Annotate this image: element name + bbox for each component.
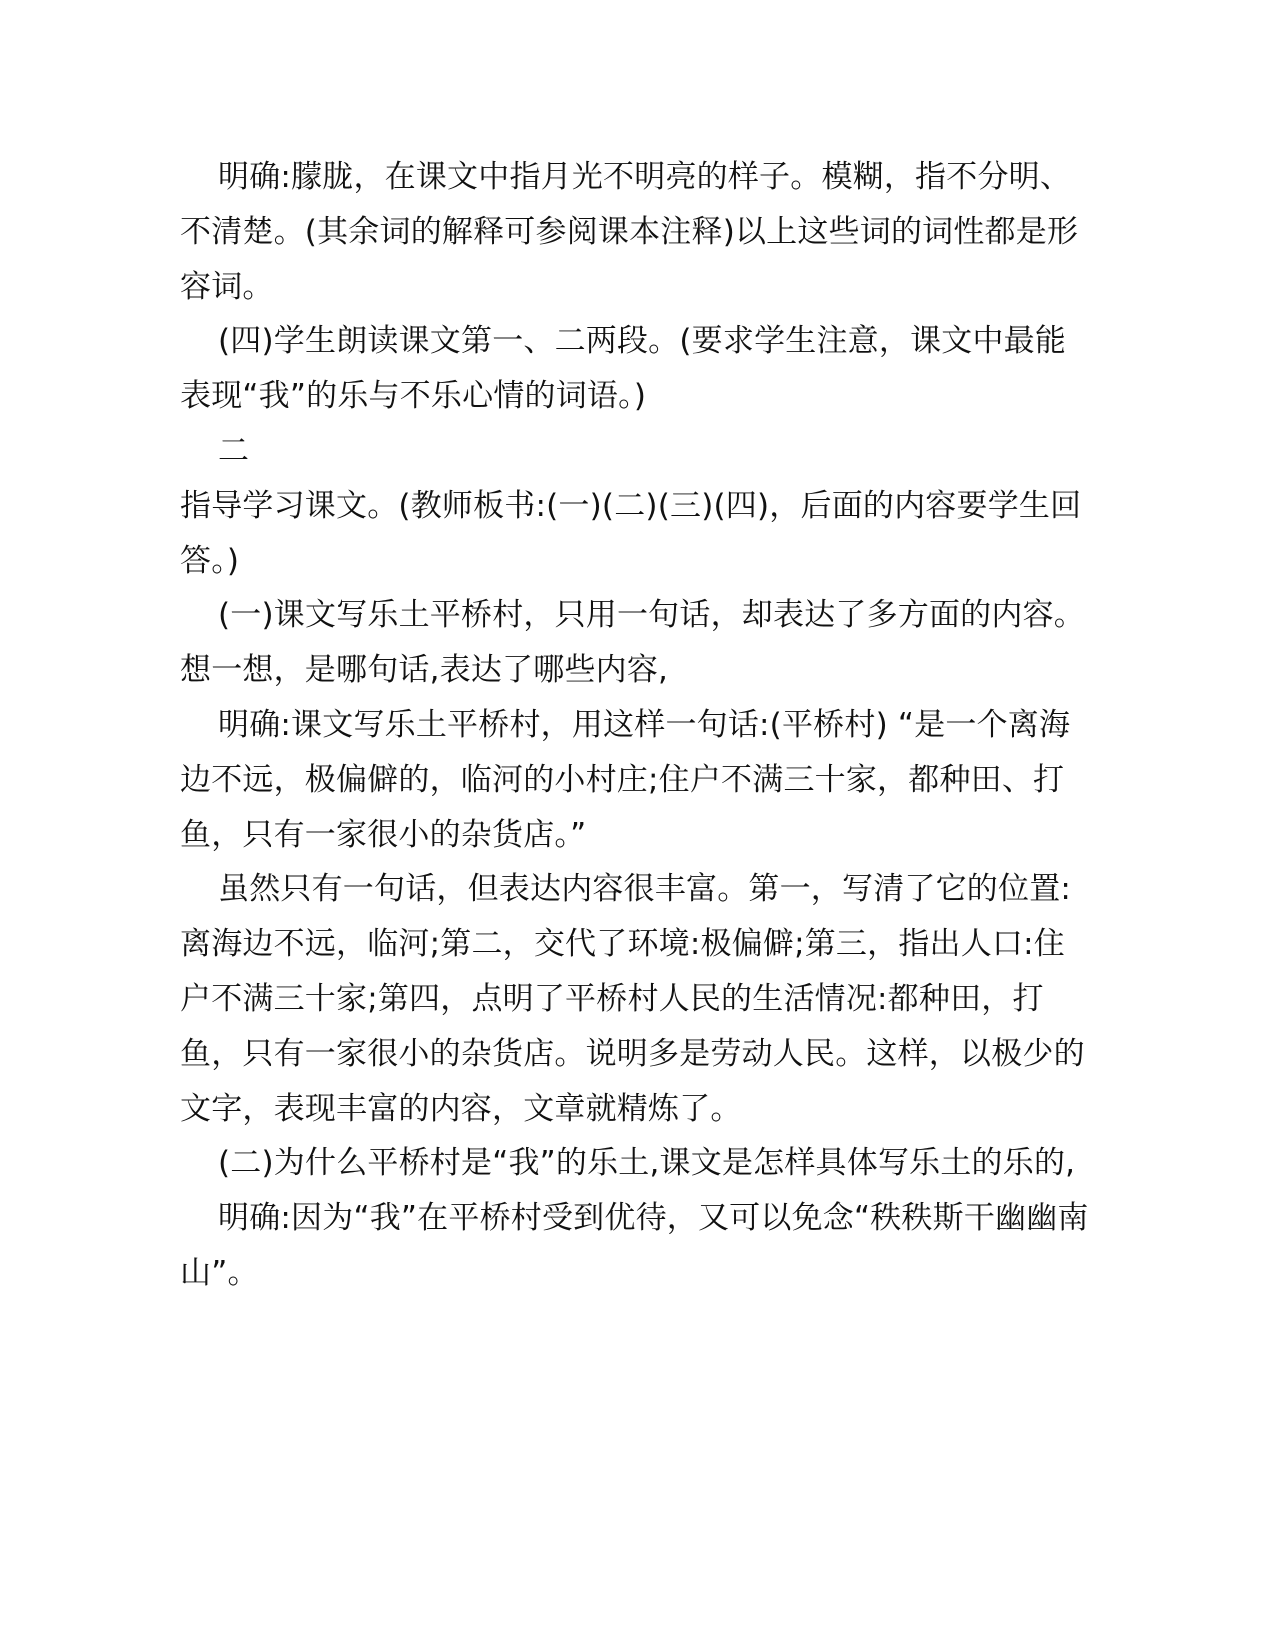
paragraph-5: 明确:课文写乐土平桥村，用这样一句话:(平桥村) “是一个离海边不远，极偏僻的，临河的小村庄;住户不满三十家，都种田、打鱼，只有一家很小的杂货店。” — [180, 706, 1071, 853]
paragraph-1: 明确:朦胧，在课文中指月光不明亮的样子。模糊，指不分明、不清楚。(其余词的解释可参阅课本注释)以上这些词的词性都是形容词。 — [180, 159, 1079, 305]
paragraph-8: 明确:因为“我”在平桥村受到优待，又可以免念“秩秩斯干幽幽南山”。 — [180, 1200, 1089, 1291]
paragraph-3: 指导学习课文。(教师板书:(一)(二)(三)(四)，后面的内容要学生回答。) — [180, 487, 1082, 579]
paragraph-7: (二)为什么平桥村是“我”的乐土,课文是怎样具体写乐土的乐的, — [218, 1145, 1076, 1182]
paragraph-2: (四)学生朗读课文第一、二两段。(要求学生注意，课文中最能表现“我”的乐与不乐心情的词语。) — [180, 323, 1067, 415]
section-number: 二 — [218, 432, 250, 469]
document-body — [180, 150, 1090, 1301]
paragraph-4: (一)课文写乐土平桥村，只用一句话，却表达了多方面的内容。想一想，是哪句话,表达了哪些内容, — [180, 597, 1085, 689]
paragraph-6: 虽然只有一句话，但表达内容很丰富。第一，写清了它的位置:离海边不远，临河;第二，交代了环境:极偏僻;第三，指出人口:住户不满三十家;第四，点明了平桥村人民的生活情况:都种田，打鱼，只有一家很小的杂货店。说明多是劳动人民。这样，以极少的文字，表现丰富的内容，文章就精炼了。 — [180, 871, 1085, 1127]
